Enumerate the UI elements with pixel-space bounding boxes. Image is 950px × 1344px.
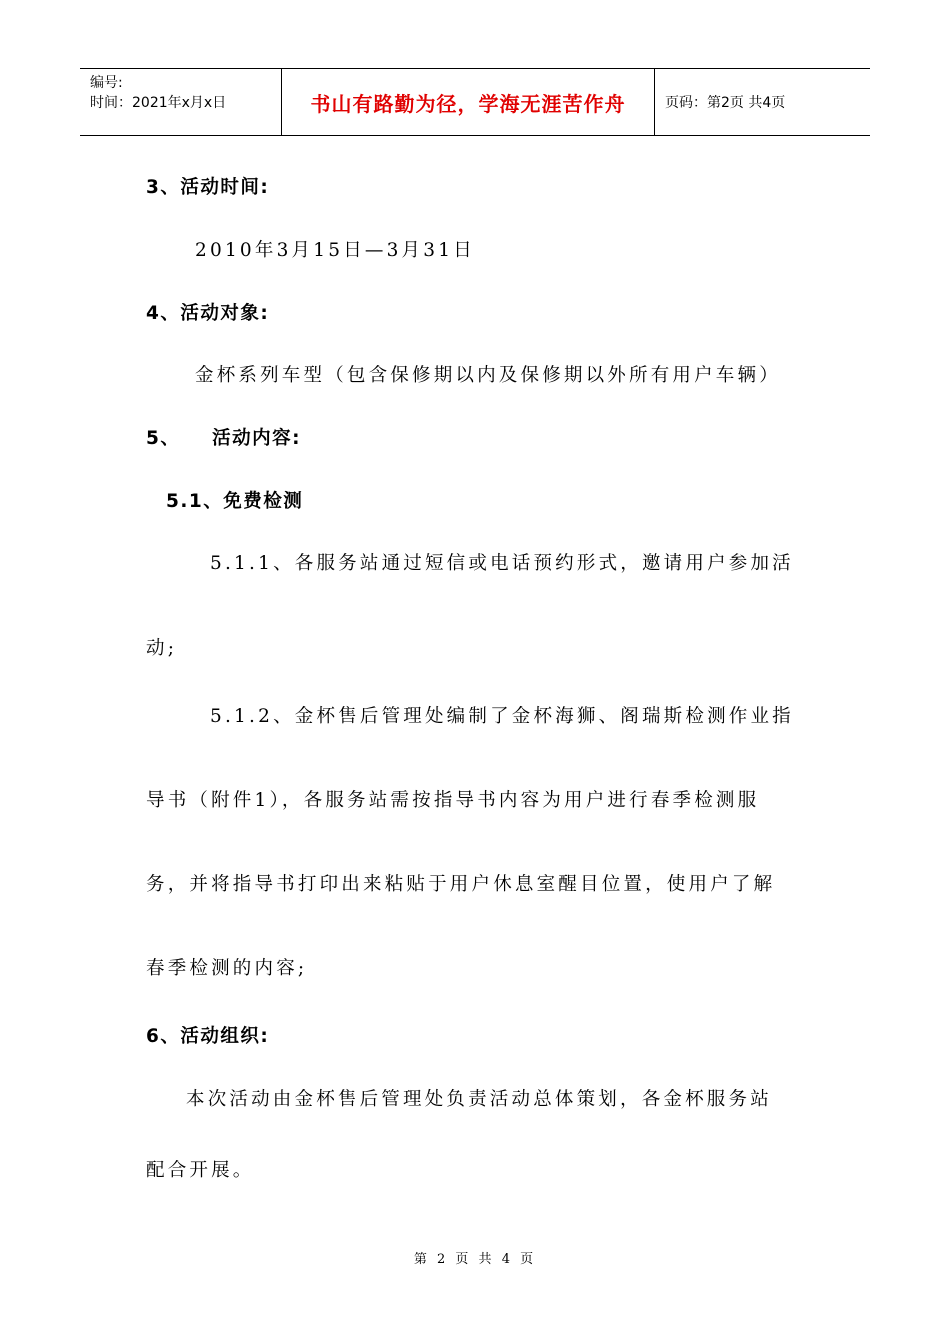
section-6-line-2: 配合开展。: [146, 1160, 255, 1181]
document-number-label: 编号:: [90, 75, 123, 91]
header-meta: [80, 69, 281, 135]
section-6-line-1: 本次活动由金杯售后管理处负责活动总体策划，各金杯服务站: [186, 1089, 772, 1110]
section-3-text: 2010年3月15日—3月31日: [195, 240, 475, 261]
page-footer: 第 2 页 共 4 页: [413, 1252, 537, 1267]
section-5-1-2-line-3: 务，并将指导书打印出来粘贴于用户休息室醒目位置，使用户了解: [146, 874, 776, 895]
header-page-info: 页码：第2页 共4页: [665, 95, 786, 111]
section-5-heading: 5、 活动内容:: [146, 428, 302, 449]
section-3-heading: 3、活动时间:: [146, 177, 270, 198]
page-header: [80, 68, 870, 136]
section-5-1-heading: 5.1、免费检测: [166, 491, 304, 512]
section-4-text: 金杯系列车型（包含保修期以内及保修期以外所有用户车辆）: [195, 365, 781, 386]
section-5-1-2-line-1: 5.1.2、金杯售后管理处编制了金杯海狮、阁瑞斯检测作业指: [210, 706, 794, 727]
document-date: 时间：2021年x月x日: [90, 95, 227, 111]
section-5-1-2-line-4: 春季检测的内容;: [146, 958, 308, 979]
section-4-heading: 4、活动对象:: [146, 303, 270, 324]
header-motto: 书山有路勤为径，学海无涯苦作舟: [310, 91, 626, 116]
section-5-1-1-line-1: 5.1.1、各服务站通过短信或电话预约形式，邀请用户参加活: [210, 553, 794, 574]
section-5-1-1-line-2: 动;: [146, 638, 178, 659]
header-page-cell: [655, 69, 870, 135]
header-motto-cell: [281, 69, 655, 135]
section-6-heading: 6、活动组织:: [146, 1026, 270, 1047]
section-5-1-2-line-2: 导书（附件1），各服务站需按指导书内容为用户进行春季检测服: [146, 790, 760, 811]
